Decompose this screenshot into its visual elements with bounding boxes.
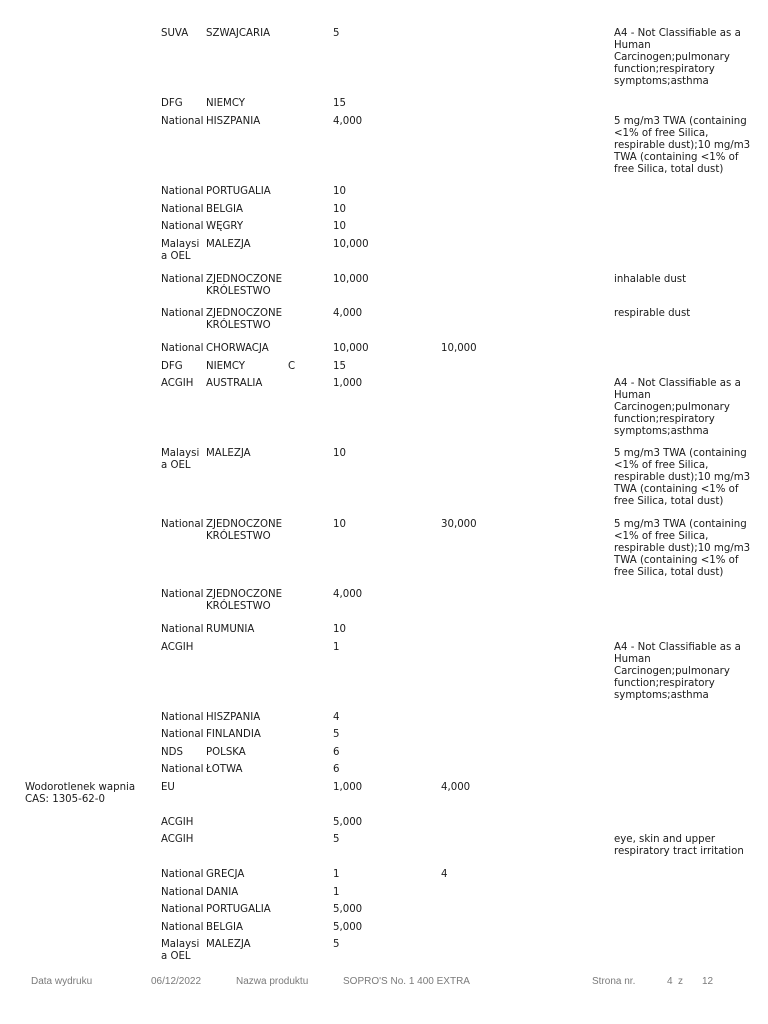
twa-cell: 5 xyxy=(333,28,340,39)
source-cell: National xyxy=(161,904,204,915)
source-cell: National xyxy=(161,887,204,898)
country-cell: SZWAJCARIA xyxy=(206,28,271,39)
country-cell: GRECJA xyxy=(206,869,245,880)
country-cell: ZJEDNOCZONE KRÓLESTWO xyxy=(206,274,283,297)
country-cell: FINLANDIA xyxy=(206,729,261,740)
stel-cell: 4,000 xyxy=(441,782,471,793)
twa-cell: 1 xyxy=(333,869,340,880)
country-cell: HISZPANIA xyxy=(206,116,261,127)
source-cell: ACGIH xyxy=(161,378,194,389)
country-cell: PORTUGALIA xyxy=(206,186,271,197)
stel-cell: 10,000 xyxy=(441,343,477,354)
country-cell: MALEZJA xyxy=(206,939,251,950)
note-cell: 5 mg/m3 TWA (containing <1% of free Silica, respirable dust);10 mg/m3 TWA (containing <1% of free Silica, total dust) xyxy=(614,448,751,507)
note-cell: A4 - Not Classifiable as a Human Carcinogen;pulmonary function;respiratory symptoms;asthma xyxy=(614,28,741,87)
note-cell: respirable dust xyxy=(614,308,691,319)
source-cell: National xyxy=(161,922,204,933)
country-cell: BELGIA xyxy=(206,204,243,215)
page-footer xyxy=(0,976,768,990)
twa-cell: 4,000 xyxy=(333,308,363,319)
source-cell: NDS xyxy=(161,747,183,758)
source-cell: National xyxy=(161,764,204,775)
source-cell: Malaysi a OEL xyxy=(161,239,200,262)
country-cell: MALEZJA xyxy=(206,239,251,250)
country-cell: HISZPANIA xyxy=(206,712,261,723)
twa-cell: 1,000 xyxy=(333,378,363,389)
source-cell: National xyxy=(161,589,204,600)
source-cell: National xyxy=(161,204,204,215)
twa-cell: 5,000 xyxy=(333,817,363,828)
source-cell: National xyxy=(161,274,204,285)
twa-cell: 10,000 xyxy=(333,343,369,354)
country-cell: NIEMCY xyxy=(206,361,246,372)
twa-cell: 5,000 xyxy=(333,904,363,915)
twa-cell: 4 xyxy=(333,712,340,723)
source-cell: ACGIH xyxy=(161,642,194,653)
twa-cell: 10 xyxy=(333,448,346,459)
source-cell: National xyxy=(161,712,204,723)
notation-cell: C xyxy=(288,361,296,372)
twa-cell: 5 xyxy=(333,834,340,845)
page-total: 12 xyxy=(702,976,714,987)
source-cell: National xyxy=(161,116,204,127)
source-cell: DFG xyxy=(161,361,183,372)
country-cell: ŁOTWA xyxy=(206,764,243,775)
source-cell: National xyxy=(161,624,204,635)
country-cell: DANIA xyxy=(206,887,239,898)
print-date-label: Data wydruku xyxy=(31,976,93,987)
twa-cell: 10 xyxy=(333,221,346,232)
twa-cell: 5 xyxy=(333,939,340,950)
country-cell: BELGIA xyxy=(206,922,243,933)
country-cell: AUSTRALIA xyxy=(206,378,263,389)
source-cell: National xyxy=(161,186,204,197)
source-cell: Malaysi a OEL xyxy=(161,448,200,471)
source-cell: National xyxy=(161,343,204,354)
twa-cell: 4,000 xyxy=(333,589,363,600)
twa-cell: 10,000 xyxy=(333,239,369,250)
country-cell: RUMUNIA xyxy=(206,624,255,635)
stel-cell: 30,000 xyxy=(441,519,477,530)
twa-cell: 10 xyxy=(333,519,346,530)
note-cell: inhalable dust xyxy=(614,274,687,285)
product-name: SOPRO'S No. 1 400 EXTRA xyxy=(343,976,470,987)
twa-cell: 4,000 xyxy=(333,116,363,127)
country-cell: ZJEDNOCZONE KRÓLESTWO xyxy=(206,589,283,612)
twa-cell: 5 xyxy=(333,729,340,740)
source-cell: ACGIH xyxy=(161,834,194,845)
twa-cell: 1 xyxy=(333,642,340,653)
country-cell: NIEMCY xyxy=(206,98,246,109)
source-cell: National xyxy=(161,519,204,530)
twa-cell: 6 xyxy=(333,747,340,758)
country-cell: POLSKA xyxy=(206,747,246,758)
country-cell: MALEZJA xyxy=(206,448,251,459)
note-cell: A4 - Not Classifiable as a Human Carcinogen;pulmonary function;respiratory symptoms;asthma xyxy=(614,642,741,701)
country-cell: WĘGRY xyxy=(206,221,244,232)
stel-cell: 4 xyxy=(441,869,448,880)
page-label: Strona nr. xyxy=(592,976,636,987)
source-cell: Malaysi a OEL xyxy=(161,939,200,962)
country-cell: ZJEDNOCZONE KRÓLESTWO xyxy=(206,308,283,331)
source-cell: National xyxy=(161,729,204,740)
page-number: 4 xyxy=(667,976,673,987)
country-cell: PORTUGALIA xyxy=(206,904,271,915)
twa-cell: 15 xyxy=(333,98,346,109)
substance-cell: Wodorotlenek wapnia CAS: 1305-62-0 xyxy=(25,782,136,805)
twa-cell: 6 xyxy=(333,764,340,775)
product-label: Nazwa produktu xyxy=(236,976,309,987)
twa-cell: 1,000 xyxy=(333,782,363,793)
source-cell: National xyxy=(161,308,204,319)
source-cell: DFG xyxy=(161,98,183,109)
country-cell: ZJEDNOCZONE KRÓLESTWO xyxy=(206,519,283,542)
print-date: 06/12/2022 xyxy=(151,976,202,987)
twa-cell: 15 xyxy=(333,361,346,372)
source-cell: SUVA xyxy=(161,28,189,39)
country-cell: CHORWACJA xyxy=(206,343,269,354)
twa-cell: 10 xyxy=(333,186,346,197)
twa-cell: 5,000 xyxy=(333,922,363,933)
twa-cell: 10 xyxy=(333,624,346,635)
twa-cell: 10 xyxy=(333,204,346,215)
note-cell: A4 - Not Classifiable as a Human Carcinogen;pulmonary function;respiratory symptoms;asthma xyxy=(614,378,741,437)
source-cell: National xyxy=(161,869,204,880)
page-of: z xyxy=(678,976,683,987)
source-cell: ACGIH xyxy=(161,817,194,828)
note-cell: 5 mg/m3 TWA (containing <1% of free Silica, respirable dust);10 mg/m3 TWA (containing <1% of free Silica, total dust) xyxy=(614,116,751,175)
source-cell: National xyxy=(161,221,204,232)
note-cell: 5 mg/m3 TWA (containing <1% of free Silica, respirable dust);10 mg/m3 TWA (containing <1% of free Silica, total dust) xyxy=(614,519,751,578)
note-cell: eye, skin and upper respiratory tract irritation xyxy=(614,834,744,857)
source-cell: EU xyxy=(161,782,175,793)
twa-cell: 1 xyxy=(333,887,340,898)
twa-cell: 10,000 xyxy=(333,274,369,285)
